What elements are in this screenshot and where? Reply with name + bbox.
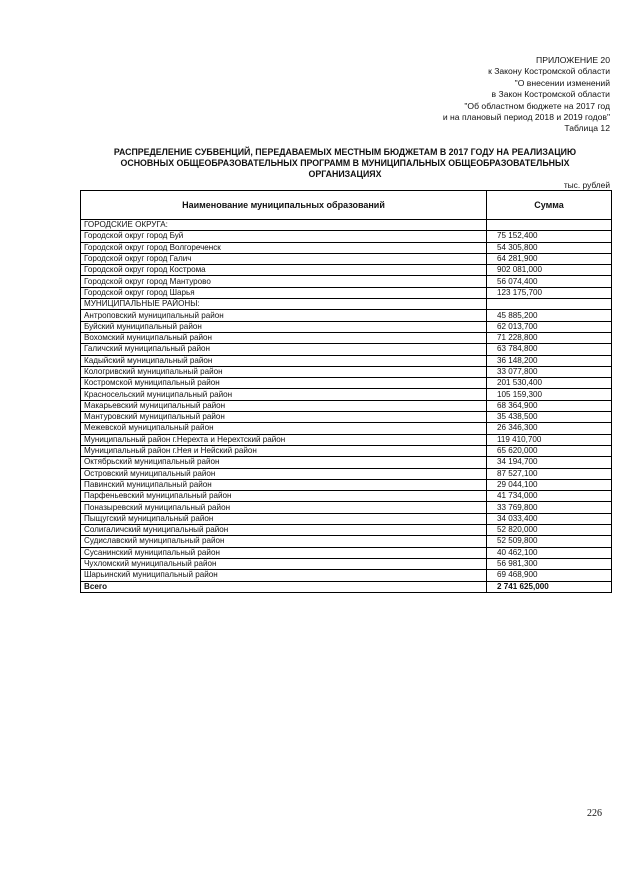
municipality-name: Городской округ город Галич — [81, 253, 487, 264]
amount-value: 34 033,400 — [487, 513, 612, 524]
table-row — [81, 468, 612, 479]
amount-value: 75 152,400 — [487, 231, 612, 242]
municipality-name: Сусанинский муниципальный район — [81, 547, 487, 558]
table-body — [81, 220, 612, 593]
amount-value: 40 462,100 — [487, 547, 612, 558]
table-row — [81, 570, 612, 581]
total-value: 2 741 625,000 — [487, 581, 612, 592]
amount-value: 65 620,000 — [487, 445, 612, 456]
table-row — [81, 525, 612, 536]
amount-value: 35 438,500 — [487, 412, 612, 423]
appendix-line: "О внесении изменений — [514, 77, 610, 88]
municipality-name: Судиславский муниципальный район — [81, 536, 487, 547]
municipality-name: Муниципальный район г.Нерехта и Нерехтский район — [81, 434, 487, 445]
municipality-name: Мантуровский муниципальный район — [81, 412, 487, 423]
amount-value: 64 281,900 — [487, 253, 612, 264]
table-row — [81, 242, 612, 253]
amount-value: 29 044,100 — [487, 479, 612, 490]
municipality-name: Солигаличский муниципальный район — [81, 525, 487, 536]
table-row — [81, 310, 612, 321]
table-row — [81, 355, 612, 366]
table-row — [81, 378, 612, 389]
table-row — [81, 491, 612, 502]
table-row — [81, 253, 612, 264]
table-row — [81, 400, 612, 411]
amount-value: 105 159,300 — [487, 389, 612, 400]
municipality-name: Поназыревский муниципальный район — [81, 502, 487, 513]
municipality-name: Шарьинский муниципальный район — [81, 570, 487, 581]
municipality-name: Муниципальный район г.Нея и Нейский район — [81, 445, 487, 456]
table-row — [81, 231, 612, 242]
table-row — [81, 423, 612, 434]
table-row — [81, 344, 612, 355]
amount-value: 56 074,400 — [487, 276, 612, 287]
municipality-name: Пыщугский муниципальный район — [81, 513, 487, 524]
amount-value: 54 305,800 — [487, 242, 612, 253]
amount-value: 33 077,800 — [487, 366, 612, 377]
amount-value: 56 981,300 — [487, 558, 612, 569]
amount-value: 201 530,400 — [487, 378, 612, 389]
table-row — [81, 457, 612, 468]
municipality-name: Павинский муниципальный район — [81, 479, 487, 490]
municipality-name: Вохомский муниципальный район — [81, 332, 487, 343]
municipality-name: Антроповский муниципальный район — [81, 310, 487, 321]
table-row — [81, 412, 612, 423]
amount-value: 33 769,800 — [487, 502, 612, 513]
amount-value: 62 013,700 — [487, 321, 612, 332]
municipality-name: Красносельский муниципальный район — [81, 389, 487, 400]
amount-value: 71 228,800 — [487, 332, 612, 343]
municipality-name: Костромской муниципальный район — [81, 378, 487, 389]
amount-value — [487, 220, 612, 231]
total-row — [81, 581, 612, 592]
municipality-name: Городской округ город Буй — [81, 231, 487, 242]
municipality-name: Чухломский муниципальный район — [81, 558, 487, 569]
total-label: Всего — [81, 581, 487, 592]
municipality-name: Городской округ город Кострома — [81, 265, 487, 276]
table-number: Таблица 12 — [564, 123, 610, 134]
amount-value: 119 410,700 — [487, 434, 612, 445]
document-title — [80, 147, 610, 180]
table-row — [81, 276, 612, 287]
municipality-name: Межевской муниципальный район — [81, 423, 487, 434]
table-row — [81, 366, 612, 377]
municipality-name: Октябрьский муниципальный район — [81, 457, 487, 468]
table-header-row — [81, 191, 612, 220]
header-municipality: Наименование муниципальных образований — [81, 191, 487, 220]
amount-value: 26 346,300 — [487, 423, 612, 434]
table-row — [81, 389, 612, 400]
table-row — [81, 265, 612, 276]
amount-value: 36 148,200 — [487, 355, 612, 366]
amount-value: 69 468,900 — [487, 570, 612, 581]
amount-value: 52 820,000 — [487, 525, 612, 536]
municipality-name: Буйский муниципальный район — [81, 321, 487, 332]
municipality-name: Галичский муниципальный район — [81, 344, 487, 355]
municipality-name: Кадыйский муниципальный район — [81, 355, 487, 366]
table-row — [81, 536, 612, 547]
appendix-line: в Закон Костромской области — [491, 89, 610, 100]
table-row — [81, 445, 612, 456]
municipality-name: Парфеньевский муниципальный район — [81, 491, 487, 502]
table-row — [81, 513, 612, 524]
appendix-line: ПРИЛОЖЕНИЕ 20 — [536, 55, 610, 65]
amount-value — [487, 299, 612, 310]
amount-value: 63 784,800 — [487, 344, 612, 355]
table-row — [81, 332, 612, 343]
amount-value: 52 509,800 — [487, 536, 612, 547]
subsidy-table — [80, 190, 612, 593]
table-row — [81, 321, 612, 332]
table-row — [81, 299, 612, 310]
table-row — [81, 502, 612, 513]
table-row — [81, 287, 612, 298]
amount-value: 87 527,100 — [487, 468, 612, 479]
table-row — [81, 558, 612, 569]
amount-value: 68 364,900 — [487, 400, 612, 411]
municipality-name: Городской округ город Мантурово — [81, 276, 487, 287]
table-row — [81, 547, 612, 558]
amount-value: 902 081,000 — [487, 265, 612, 276]
amount-value: 45 885,200 — [487, 310, 612, 321]
municipality-name: МУНИЦИПАЛЬНЫЕ РАЙОНЫ: — [81, 299, 487, 310]
header-amount: Сумма — [487, 191, 612, 220]
table-row — [81, 220, 612, 231]
title-line: ОСНОВНЫХ ОБЩЕОБРАЗОВАТЕЛЬНЫХ ПРОГРАММ В МУНИЦИПАЛЬНЫХ ОБЩЕОБРАЗОВАТЕЛЬНЫХ — [120, 158, 570, 168]
title-line: ОРГАНИЗАЦИЯХ — [308, 169, 382, 179]
municipality-name: ГОРОДСКИЕ ОКРУГА: — [81, 220, 487, 231]
municipality-name: Островский муниципальный район — [81, 468, 487, 479]
municipality-name: Кологривский муниципальный район — [81, 366, 487, 377]
unit-label: тыс. рублей — [563, 180, 610, 190]
appendix-header — [443, 55, 610, 135]
title-line: РАСПРЕДЕЛЕНИЕ СУБВЕНЦИЙ, ПЕРЕДАВАЕМЫХ МЕСТНЫМ БЮДЖЕТАМ В 2017 ГОДУ НА РЕАЛИЗАЦИЮ — [113, 147, 577, 157]
amount-value: 41 734,000 — [487, 491, 612, 502]
appendix-line: и на плановый период 2018 и 2019 годов" — [442, 112, 610, 123]
municipality-name: Макарьевский муниципальный район — [81, 400, 487, 411]
page-number: 226 — [587, 808, 602, 819]
appendix-line: к Закону Костромской области — [488, 66, 610, 77]
municipality-name: Городской округ город Волгореченск — [81, 242, 487, 253]
amount-value: 123 175,700 — [487, 287, 612, 298]
municipality-name: Городской округ город Шарья — [81, 287, 487, 298]
table-row — [81, 479, 612, 490]
appendix-line: "Об областном бюджете на 2017 год — [464, 100, 610, 111]
amount-value: 34 194,700 — [487, 457, 612, 468]
table-row — [81, 434, 612, 445]
